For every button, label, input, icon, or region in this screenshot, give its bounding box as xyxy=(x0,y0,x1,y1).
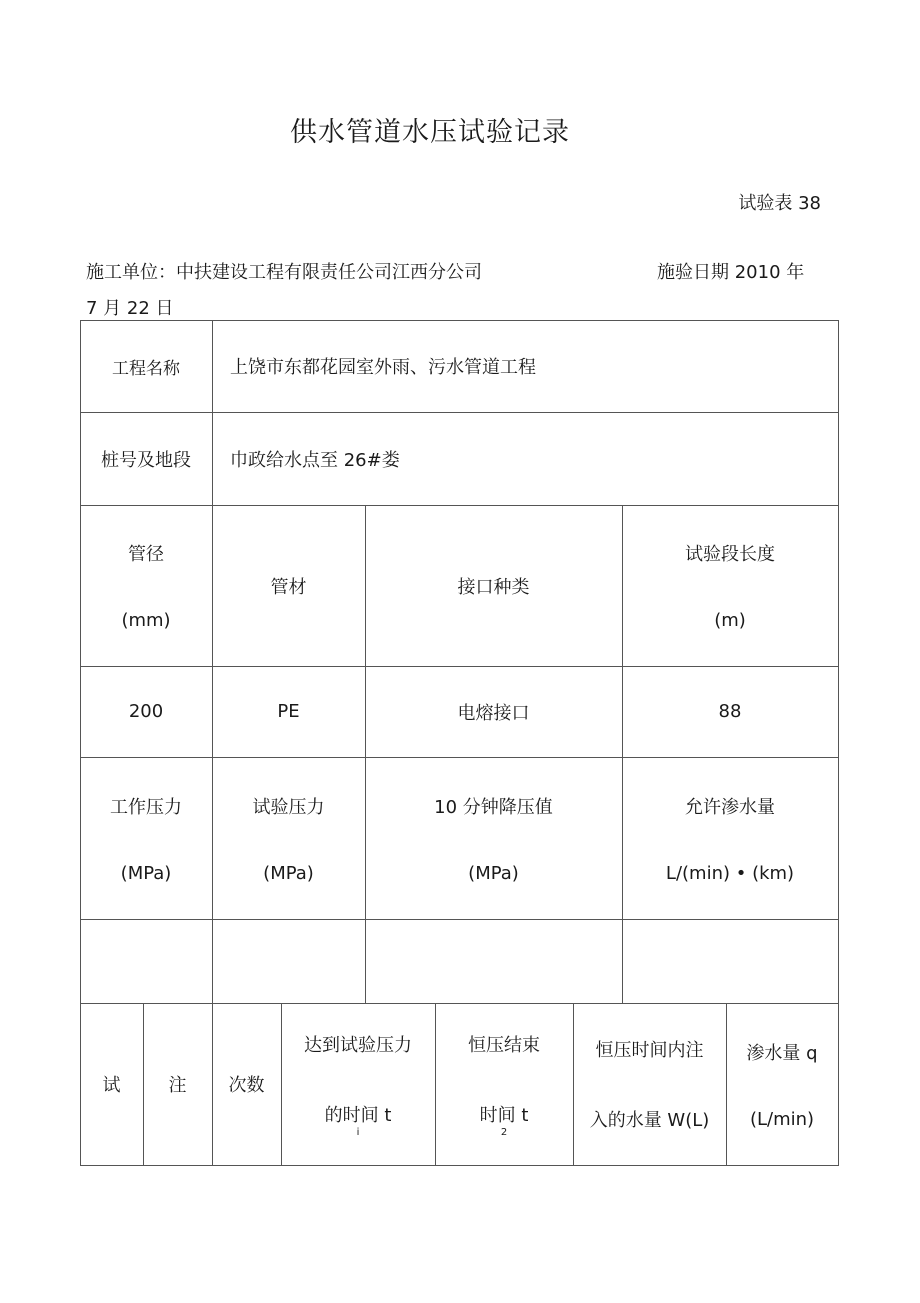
pipe-diameter-value: 200 xyxy=(128,701,164,722)
water-injected-line2: 入的水量 W(L) xyxy=(589,1110,710,1131)
hold-end-time-line2: 时间 t 2 xyxy=(479,1104,529,1138)
station-label: 桩号及地段 xyxy=(101,449,191,471)
test-pressure-value xyxy=(212,919,365,1003)
allowed-seepage-value xyxy=(622,919,838,1003)
allowed-seepage-label: 允许渗水量 xyxy=(685,796,775,818)
pipe-diameter-label: 管径 xyxy=(128,544,164,565)
note-column-header: 注 xyxy=(168,1075,187,1096)
water-injected-header xyxy=(573,1003,726,1165)
test-length-label: 试验段长度 xyxy=(685,544,775,565)
test-date-year: 施验日期 2010 年 xyxy=(657,262,805,283)
project-name-label: 工程名称 xyxy=(112,358,180,379)
station-value: 巾政给水点至 26#娄 xyxy=(230,449,400,471)
table-border-bottom xyxy=(80,1165,839,1166)
table-border-right xyxy=(838,320,839,1166)
working-pressure-unit: (MPa) xyxy=(120,862,172,884)
seepage-rate-line2: (L/min) xyxy=(749,1108,815,1130)
reach-pressure-time-line2: 的时间 t i xyxy=(324,1104,392,1138)
reach-pressure-time-header xyxy=(281,1003,435,1165)
pressure-drop-label: 10 分钟降压值 xyxy=(434,796,553,818)
allowed-seepage-header xyxy=(622,757,838,919)
reach-pressure-time-line1: 达到试验压力 xyxy=(304,1034,412,1056)
water-injected-line1: 恒压时间内注 xyxy=(595,1040,704,1061)
working-pressure-value xyxy=(80,919,212,1003)
working-pressure-label: 工作压力 xyxy=(110,796,182,818)
page-title: 供水管道水压试验记录 xyxy=(290,117,570,148)
pipe-material-value: PE xyxy=(277,701,300,722)
project-name-value: 上饶市东都花园室外雨、污水管道工程 xyxy=(230,357,536,378)
pipe-diameter-header xyxy=(80,505,212,666)
test-pressure-header xyxy=(212,757,365,919)
allowed-seepage-unit: L/(min) • (km) xyxy=(665,862,795,884)
working-pressure-header xyxy=(80,757,212,919)
seepage-rate-line1: 渗水量 q xyxy=(746,1042,818,1064)
pressure-drop-unit: (MPa) xyxy=(468,862,519,884)
joint-type-value: 电熔接口 xyxy=(457,702,530,724)
pressure-drop-value xyxy=(365,919,622,1003)
test-pressure-unit: (MPa) xyxy=(263,862,314,884)
test-pressure-label: 试验压力 xyxy=(252,796,325,818)
test-length-unit: (m) xyxy=(714,610,746,631)
pipe-diameter-unit: (mm) xyxy=(121,610,171,631)
test-column-header: 试 xyxy=(102,1075,121,1096)
hold-end-time-header xyxy=(435,1003,573,1165)
test-length-value: 88 xyxy=(718,701,742,722)
pipe-material-header: 管材 xyxy=(270,576,307,598)
pressure-drop-header xyxy=(365,757,622,919)
form-number: 试验表 38 xyxy=(738,193,821,214)
hold-end-time-line1: 恒压结束 xyxy=(468,1034,540,1056)
test-length-header xyxy=(622,505,838,666)
construction-unit: 施工单位：中扶建设工程有限责任公司江西分公司 xyxy=(86,262,482,283)
seepage-rate-header xyxy=(726,1003,838,1165)
test-date-month-day: 7 月 22 日 xyxy=(86,298,174,319)
count-column-header: 次数 xyxy=(228,1075,265,1096)
joint-type-header: 接口种类 xyxy=(457,576,530,598)
